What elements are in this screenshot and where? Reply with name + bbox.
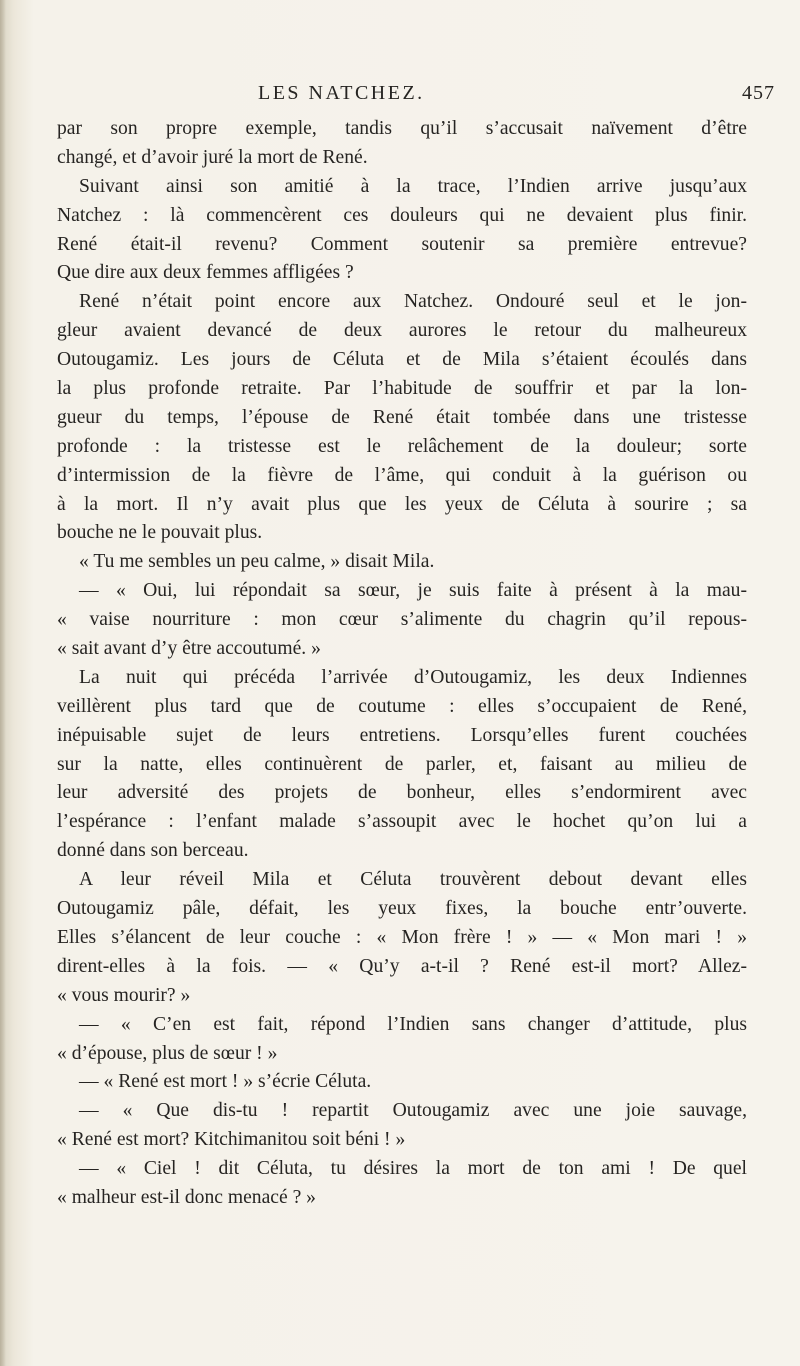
text-line: La nuit qui précéda l’arrivée d’Outougamiz, les deux Indiennes — [79, 666, 747, 688]
page-gutter-shadow — [0, 0, 6, 1366]
text-line: « vaise nourriture : mon cœur s’alimente du chagrin qu’il repous- — [57, 609, 747, 631]
text-line: René n’était point encore aux Natchez. Ondouré seul et le jon- — [79, 291, 747, 313]
text-line: gueur du temps, l’épouse de René était tombée dans une tristesse — [57, 406, 747, 428]
text-line: l’espérance : l’enfant malade s’assoupit avec le hochet qu’on lui a — [57, 811, 747, 833]
text-line: — « C’en est fait, répond l’Indien sans changer d’attitude, plus — [79, 1013, 747, 1035]
text-line: la plus profonde retraite. Par l’habitude de souffrir et par la lon- — [57, 378, 747, 400]
text-line: gleur avaient devancé de deux aurores le retour du malheureux — [57, 320, 747, 342]
text-line: « Tu me sembles un peu calme, » disait Mila. — [79, 551, 435, 573]
text-line: Suivant ainsi son amitié à la trace, l’Indien arrive jusqu’aux — [79, 175, 747, 197]
text-line: « sait avant d’y être accoutumé. » — [57, 638, 321, 660]
text-line: Que dire aux deux femmes affligées ? — [57, 262, 354, 284]
text-line: A leur réveil Mila et Céluta trouvèrent debout devant elles — [79, 869, 747, 891]
text-line: donné dans son berceau. — [57, 840, 249, 862]
text-line: Outougamiz pâle, défait, les yeux fixes, la bouche entr’ouverte. — [57, 898, 747, 920]
text-line: — « Oui, lui répondait sa sœur, je suis faite à présent à la mau- — [79, 580, 747, 602]
text-line: — « Ciel ! dit Céluta, tu désires la mort de ton ami ! De quel — [79, 1158, 747, 1180]
text-line: — « René est mort ! » s’écrie Céluta. — [79, 1071, 372, 1093]
text-line: dirent-elles à la fois. — « Qu’y a-t-il ? René est-il mort? Allez- — [57, 955, 747, 977]
text-line: veillèrent plus tard que de coutume : elles s’occupaient de René, — [57, 695, 747, 717]
text-line: Natchez : là commencèrent ces douleurs qui ne devaient plus finir. — [57, 204, 747, 226]
text-line: profonde : la tristesse est le relâchement de la douleur; sorte — [57, 435, 747, 457]
text-line: « vous mourir? » — [57, 984, 191, 1006]
text-line: à la mort. Il n’y avait plus que les yeux de Céluta à sourire ; sa — [57, 493, 747, 515]
text-line: Outougamiz. Les jours de Céluta et de Mila s’étaient écoulés dans — [57, 349, 747, 371]
running-head — [0, 82, 800, 112]
text-line: d’intermission de la fièvre de l’âme, qui conduit à la guérison ou — [57, 464, 747, 486]
text-line: « d’épouse, plus de sœur ! » — [57, 1042, 278, 1064]
text-line: Elles s’élancent de leur couche : « Mon frère ! » — « Mon mari ! » — [57, 926, 747, 948]
running-title: LES NATCHEZ. — [258, 82, 425, 104]
body-text — [57, 115, 747, 1213]
text-line: René était-il revenu? Comment soutenir sa première entrevue? — [57, 233, 747, 255]
text-line: « René est mort? Kitchimanitou soit béni ! » — [57, 1129, 406, 1151]
text-line: par son propre exemple, tandis qu’il s’accusait naïvement d’être — [57, 118, 747, 139]
text-line: — « Que dis-tu ! repartit Outougamiz avec une joie sauvage, — [79, 1100, 747, 1122]
page-number: 457 — [742, 82, 775, 104]
text-line: bouche ne le pouvait plus. — [57, 522, 263, 544]
text-line: « malheur est-il donc menacé ? » — [57, 1186, 316, 1208]
text-line: changé, et d’avoir juré la mort de René. — [57, 146, 368, 168]
text-line: inépuisable sujet de leurs entretiens. Lorsqu’elles furent couchées — [57, 724, 747, 746]
text-line: sur la natte, elles continuèrent de parler, et, faisant au milieu de — [57, 753, 747, 775]
text-line: leur adversité des projets de bonheur, elles s’endormirent avec — [57, 782, 747, 804]
